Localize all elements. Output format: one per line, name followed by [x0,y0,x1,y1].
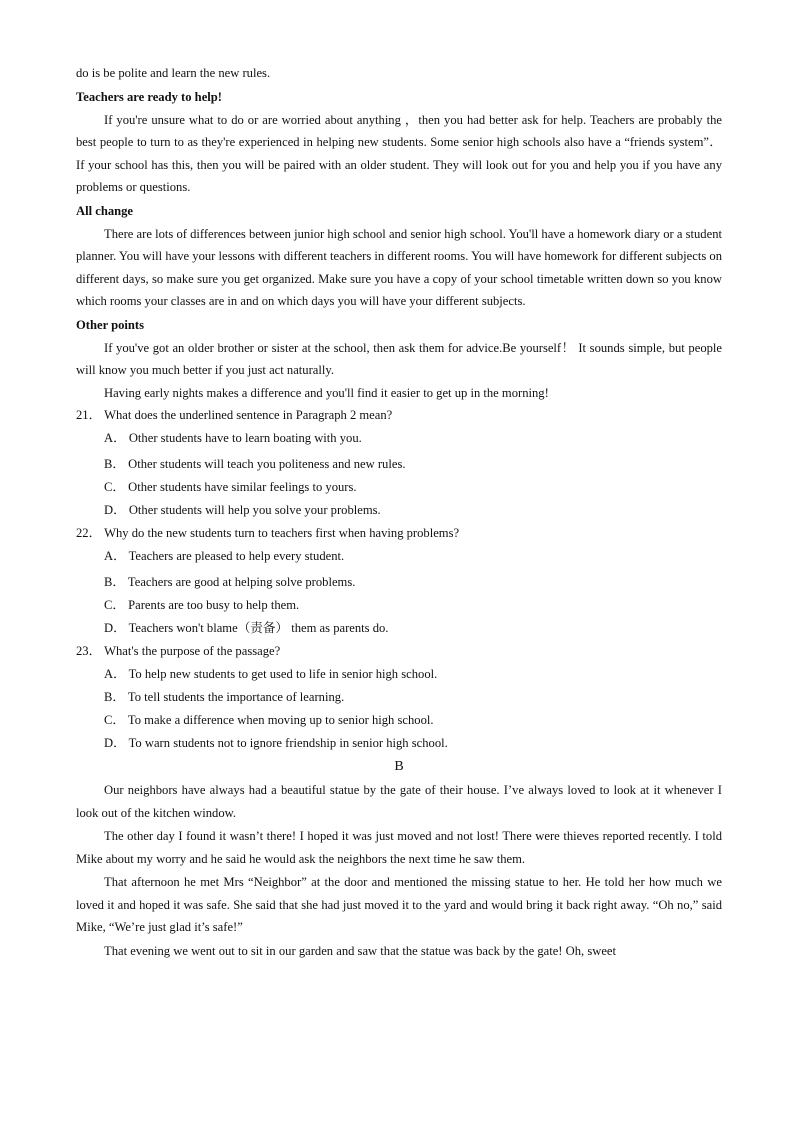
question-23 [76,640,722,755]
passage-b-paragraph-3: That afternoon he met Mrs “Neighbor” at the door and mentioned the missing statue to her. He told her how much we loved it and hoped it was safe. She said that she had just moved it to the yard and would bring it back right away. “Oh no,” said Mike, “We’re just glad it’s safe!” [76,875,722,934]
question-stem: 22． Why do the new students turn to teachers first when having problems? [76,526,460,540]
option-d: D． To warn students not to ignore friendship in senior high school. [104,736,448,750]
section-heading-teachers: Teachers are ready to help! [76,89,222,104]
passage-b-paragraph-2: The other day I found it wasn’t there! I hoped it was just moved and not lost! There were thieves reported recently. I told Mike about my worry and he said he would ask the neighbors the next time he saw them. [76,829,722,866]
paragraph-other-points-1: If you've got an older brother or sister at the school, then ask them for advice.Be yourself！ It sounds simple, but people will know you much better if you just act naturally. [76,340,722,377]
option-c: C． Parents are too busy to help them. [104,598,300,612]
paragraph-other-points-2: Having early nights makes a difference and you'll find it easier to get up in the morning! [104,385,549,400]
question-21 [76,404,722,522]
option-b: B． Teachers are good at helping solve problems. [104,575,356,589]
option-a: A． To help new students to get used to life in senior high school. [104,667,438,681]
section-b-label: B [394,759,404,774]
section-heading-all-change: All change [76,203,134,218]
option-c: C． To make a difference when moving up to senior high school. [104,713,434,727]
option-b: B． Other students will teach you politeness and new rules. [104,457,406,471]
paragraph-teachers: If you're unsure what to do or are worried about anything ，then you had better ask for help. Teachers are probably the best people to turn to as they're experienced in helping new students. Some senior high schools also have a “friends system”． If your school has this, then you will be paired with an older student. They will look out for you and help you if you have any problems or questions. [76,112,722,194]
option-a: A． Teachers are pleased to help every student. [104,549,345,563]
option-a: A． Other students have to learn boating with you. [104,431,362,445]
option-c: C． Other students have similar feelings to yours. [104,480,357,494]
question-stem: 23． What's the purpose of the passage? [76,644,281,658]
passage-b-paragraph-1: Our neighbors have always had a beautiful statue by the gate of their house. I’ve always loved to look at it whenever I look out of the kitchen window. [76,783,722,820]
paragraph-all-change: There are lots of differences between junior high school and senior high school. You'll have a homework diary or a student planner. You will have your lessons with different teachers in different rooms. You will have homework for different subjects on different days, so make sure you get organized. Make sure you have a copy of your school timetable written down so you know which rooms your classes are in and on which days you will have your different subjects. [76,226,722,308]
option-b: B． To tell students the importance of learning. [104,690,345,704]
option-d: D． Other students will help you solve your problems. [104,503,381,517]
intro-line: do is be polite and learn the new rules. [76,66,271,80]
option-d: D． Teachers won't blame（责备） them as parents do. [104,621,389,635]
question-22 [76,522,722,640]
passage-b-paragraph-4: That evening we went out to sit in our garden and saw that the statue was back by the gate! Oh, sweet [104,943,616,958]
section-heading-other-points: Other points [76,317,144,332]
exam-page [76,62,722,963]
question-stem: 21． What does the underlined sentence in Paragraph 2 mean? [76,408,393,422]
